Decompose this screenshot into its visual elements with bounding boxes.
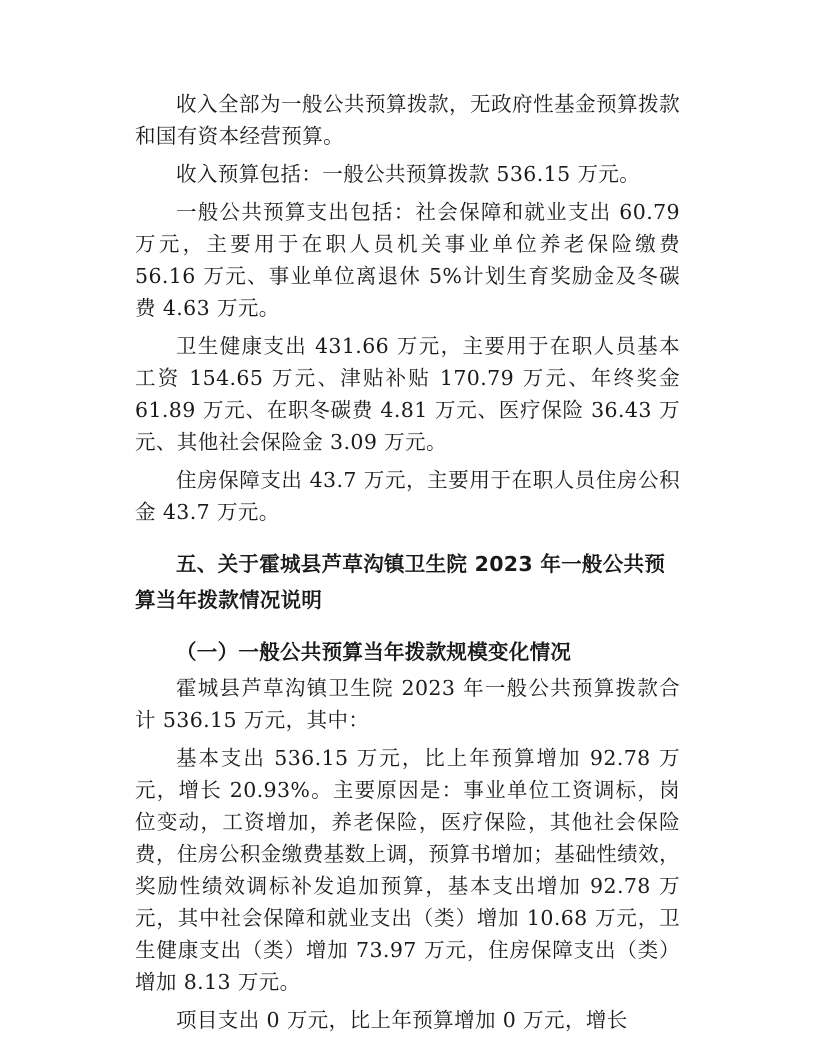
subsection-heading: （一）一般公共预算当年拨款规模变化情况 [176,640,572,664]
paragraph-health-spending: 卫生健康支出 431.66 万元，主要用于在职人员基本工资 154.65 万元、津贴补贴 170.79 万元、年终奖金 61.89 万元、在职冬碳费 4.81 万元、医疗保险 36.43 万元、其他社会保险金 3.09 万元。 [135,334,680,454]
paragraph-housing-spending: 住房保障支出 43.7 万元，主要用于在职人员住房公积金 43.7 万元。 [135,468,680,524]
paragraph-income-budget: 收入预算包括：一般公共预算拨款 536.15 万元。 [176,162,641,186]
paragraph-income-composition: 收入全部为一般公共预算拨款，无政府性基金预算拨款和国有资本经营预算。 [135,92,680,148]
paragraph-project-spending: 项目支出 0 万元，比上年预算增加 0 万元，增长 [176,1008,628,1032]
section-heading: 五、关于霍城县芦草沟镇卫生院 2023 年一般公共预算当年拨款情况说明 [135,552,666,612]
document-page [135,88,680,1036]
paragraph-basic-spending: 基本支出 536.15 万元，比上年预算增加 92.78 万元，增长 20.93%。主要原因是：事业单位工资调标，岗位变动，工资增加，养老保险，医疗保险，其他社会保险费，住房公积金缴费基数上调，预算书增加；基础性绩效，奖励性绩效调标补发追加预算，基本支出增加 92.78 万元，其中社会保障和就业支出（类）增加 10.68 万元，卫生健康支出（类）增加 73.97 万元，住房保障支出（类）增加 8.13 万元。 [135,746,680,994]
paragraph-social-security-spending: 一般公共预算支出包括：社会保障和就业支出 60.79 万元，主要用于在职人员机关事业单位养老保险缴费 56.16 万元、事业单位离退休 5%计划生育奖励金及冬碳费 4.63 万元。 [135,200,680,320]
paragraph-total-appropriation: 霍城县芦草沟镇卫生院 2023 年一般公共预算拨款合计 536.15 万元，其中： [135,676,680,732]
